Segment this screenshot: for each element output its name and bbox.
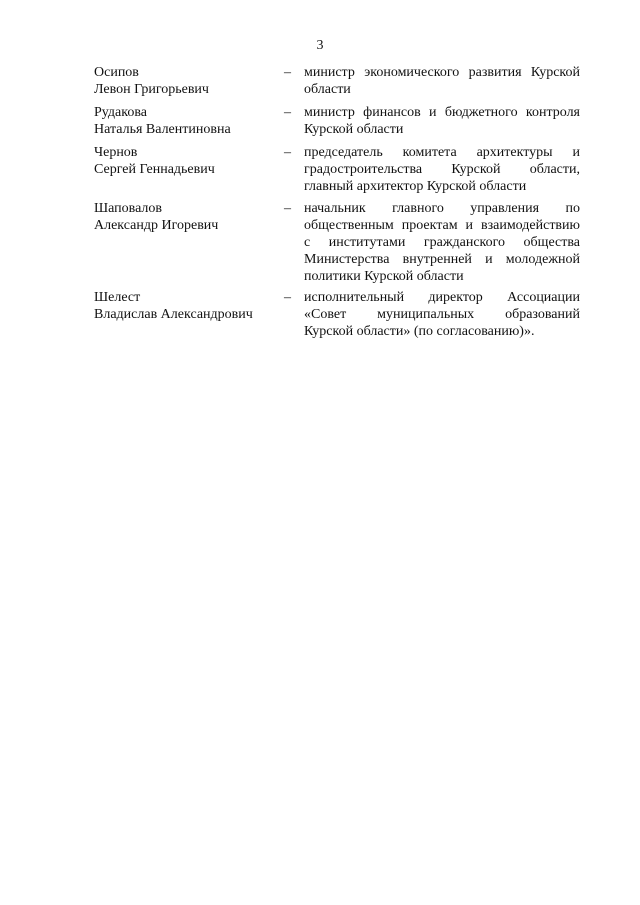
member-surname: Чернов <box>94 145 138 160</box>
member-surname: Шелест <box>94 290 141 305</box>
position-line: градостроительства Курской области, <box>304 162 580 177</box>
member-given-names: Левон Григорьевич <box>94 82 209 97</box>
position-line: начальник главного управления по <box>304 201 580 216</box>
separator-dash: – <box>284 201 291 216</box>
separator-dash: – <box>284 105 291 120</box>
position-line: исполнительный директор Ассоциации <box>304 290 580 305</box>
member-given-names: Владислав Александрович <box>94 307 253 322</box>
member-entry <box>94 64 580 98</box>
position-line: главный архитектор Курской области <box>304 179 527 194</box>
member-name <box>94 144 284 178</box>
position-line: общественным проектам и взаимодействию <box>304 218 580 233</box>
member-given-names: Сергей Геннадьевич <box>94 162 215 177</box>
member-given-names: Александр Игоревич <box>94 218 219 233</box>
member-name <box>94 104 284 138</box>
position-line: Курской области <box>304 122 404 137</box>
member-name <box>94 64 284 98</box>
member-name <box>94 200 284 234</box>
member-entry <box>94 144 580 195</box>
position-line: «Совет муниципальных образований <box>304 307 580 322</box>
position-line: политики Курской области <box>304 269 464 284</box>
member-entry <box>94 289 580 340</box>
position-line: Министерства внутренней и молодежной <box>304 252 580 267</box>
separator-dash: – <box>284 65 291 80</box>
member-position <box>304 289 580 340</box>
position-line: председатель комитета архитектуры и <box>304 145 580 160</box>
member-position <box>304 64 580 98</box>
member-surname: Шаповалов <box>94 201 163 216</box>
member-surname: Рудакова <box>94 105 147 120</box>
position-line: области <box>304 82 351 97</box>
position-line: с институтами гражданского общества <box>304 235 580 250</box>
member-surname: Осипов <box>94 65 139 80</box>
separator-dash: – <box>284 290 291 305</box>
member-position <box>304 104 580 138</box>
member-entry <box>94 200 580 285</box>
page-number: 3 <box>316 38 324 53</box>
position-line: министр экономического развития Курской <box>304 65 580 80</box>
position-line: Курской области» (по согласованию)». <box>304 324 535 339</box>
member-entry <box>94 104 580 138</box>
separator-dash: – <box>284 145 291 160</box>
member-position <box>304 200 580 285</box>
member-name <box>94 289 284 323</box>
member-position <box>304 144 580 195</box>
member-given-names: Наталья Валентиновна <box>94 122 231 137</box>
position-line: министр финансов и бюджетного контроля <box>304 105 580 120</box>
